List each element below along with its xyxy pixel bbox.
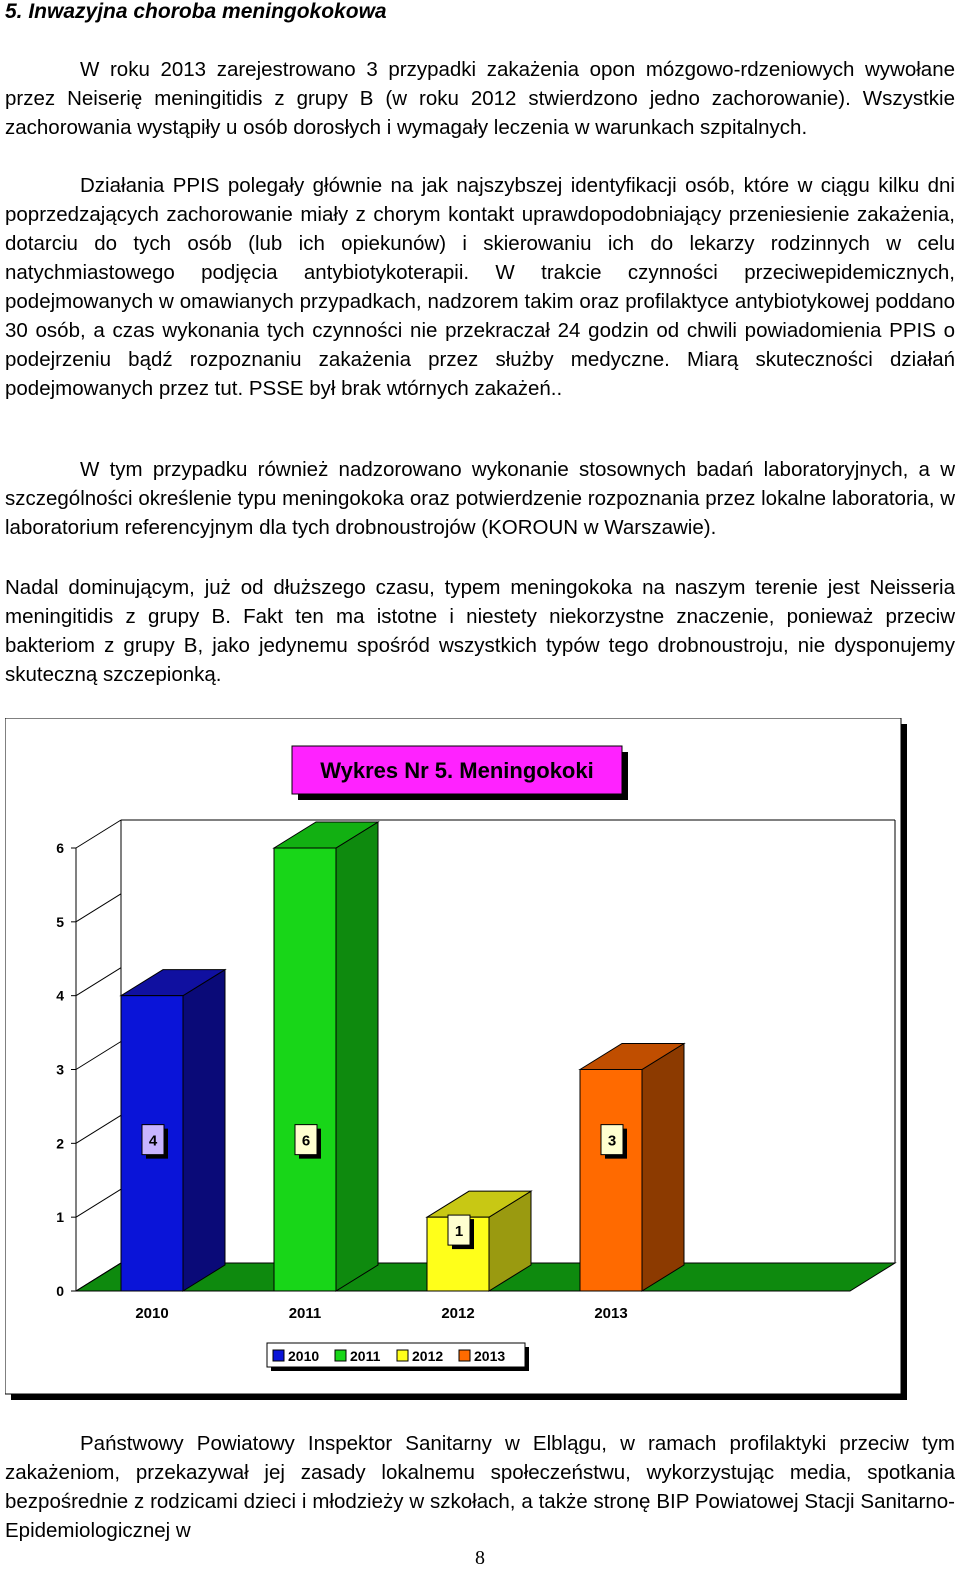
- y-tick-label: 1: [56, 1209, 64, 1226]
- legend-label-2013: 2013: [474, 1348, 506, 1364]
- bar-2013: [580, 1070, 642, 1292]
- bar-side-2011: [336, 822, 378, 1291]
- legend-swatch-2010: [273, 1350, 284, 1361]
- legend-label-2011: 2011: [350, 1348, 381, 1364]
- data-label-2013: 3: [607, 1132, 617, 1150]
- legend-label-2012: 2012: [412, 1348, 444, 1364]
- y-tick-label: 4: [56, 987, 64, 1004]
- bar-2011: [274, 848, 336, 1291]
- legend-swatch-2012: [397, 1350, 408, 1361]
- y-tick-label: 6: [56, 840, 64, 856]
- paragraph-4: Nadal dominującym, już od dłuższego czasu, typem meningokoka na naszym terenie jest Neisseria meningitidis z grupy B. Fakt ten ma istotne i niestety niekorzystne znaczenie, ponieważ przeciw bakteriom z grupy B, jako jedynemu spośród wszystkich typów tego drobnoustroju, nie dysponujemy skuteczną szczepionką.: [5, 576, 955, 686]
- y-tick-label: 5: [56, 913, 64, 930]
- x-tick-label-2010: 2010: [135, 1305, 169, 1322]
- chart-title: Wykres Nr 5. Meningokoki: [320, 758, 594, 783]
- data-label-2012: 1: [454, 1223, 464, 1241]
- chart-svg: [5, 718, 910, 1403]
- legend-label-2010: 2010: [288, 1348, 320, 1364]
- legend-swatch-2011: [335, 1350, 346, 1361]
- x-tick-label-2011: 2011: [288, 1305, 322, 1322]
- y-tick-label: 2: [56, 1135, 64, 1152]
- paragraph-3: W tym przypadku również nadzorowano wykonanie stosownych badań laboratoryjnych, a w szczególności określenie typu meningokoka oraz potwierdzenie rozpoznania przez lokalne laboratoria, w laboratorium referencyjnym dla tych drobnoustrojów (KOROUN w Warszawie).: [5, 458, 955, 539]
- data-label-2011: 6: [301, 1132, 311, 1150]
- x-tick-label-2013: 2013: [594, 1305, 628, 1322]
- x-tick-label-2012: 2012: [441, 1305, 475, 1322]
- section-heading: 5. Inwazyjna choroba meningokokowa: [5, 0, 387, 23]
- paragraph-2: Działania PPIS polegały głównie na jak najszybszej identyfikacji osób, które w ciągu kilku dni poprzedzających zachorowanie miały z chorym kontakt uprawdopodobniający przeniesienie zakażenia, dotarciu do tych osób (lub ich opiekunów) i skierowaniu ich do lekarzy rodzinnych w celu natychmiastowego podjęcia antybiotykoterapii. W trakcie czynności przeciwepidemicznych, podejmowanych w omawianych przypadkach, nadzorem takim oraz profilaktyce antybiotykowej poddano 30 osób, a czas wykonania tych czynności nie przekraczał 24 godzin od chwili powiadomienia PPIS o podejrzeniu bądź rozpoznaniu zakażenia przez służby medyczne. Miarą skuteczności działań podejmowanych przez tut. PSSE był brak wtórnych zakażeń..: [5, 174, 955, 400]
- y-tick-label: 0: [56, 1283, 64, 1299]
- data-label-2010: 4: [148, 1132, 158, 1150]
- y-tick-label: 3: [56, 1061, 64, 1078]
- page-number: 8: [475, 1547, 485, 1569]
- bar-side-2010: [183, 970, 225, 1291]
- paragraph-1: W roku 2013 zarejestrowano 3 przypadki zakażenia opon mózgowo-rdzeniowych wywołane przez Neiserię meningitidis z grupy B (w roku 2012 stwierdzono jedno zachorowanie). Wszystkie zachorowania wystąpiły u osób dorosłych i wymagały leczenia w warunkach szpitalnych.: [5, 58, 955, 139]
- legend-swatch-2013: [459, 1350, 470, 1361]
- chart: [5, 718, 910, 1403]
- bar-side-2013: [642, 1044, 684, 1292]
- paragraph-5: Państwowy Powiatowy Inspektor Sanitarny w Elblągu, w ramach profilaktyki przeciw tym zakażeniom, przekazywał jej zasady lokalnemu społeczeństwu, wykorzystując media, spotkania bezpośrednie z rodzicami dzieci i młodzieży w szkołach, a także stronę BIP Powiatowej Stacji Sanitarno-Epidemiologicznej w: [5, 1432, 955, 1542]
